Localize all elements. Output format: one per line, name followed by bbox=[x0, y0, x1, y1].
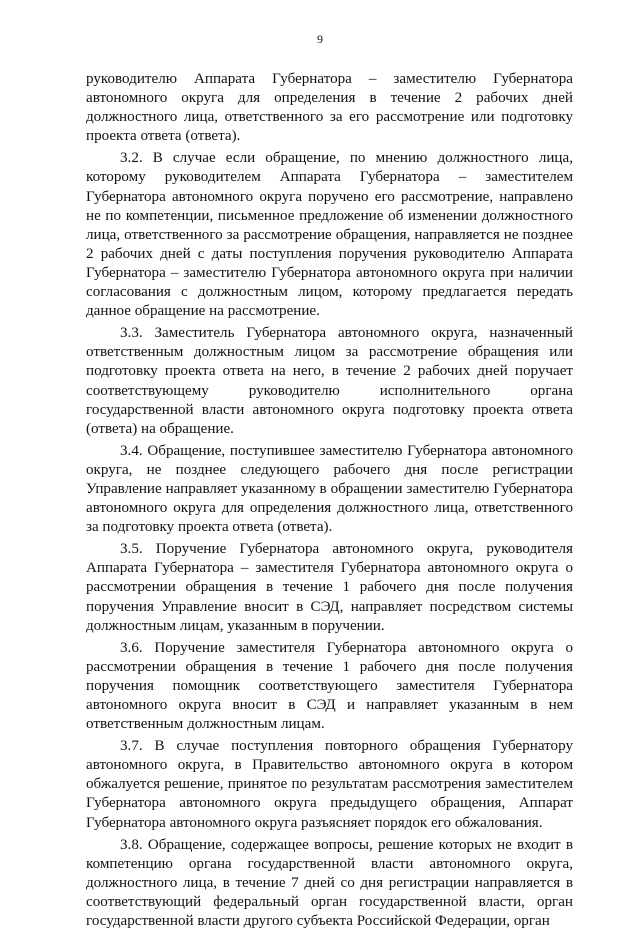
paragraph-3-4: 3.4. Обращение, поступившее заместителю Губернатора автономного округа, не позднее следующего рабочего дня после регистрации Управление направляет указанному в обращении заместителю Губернатора автономного округа для определения должностного лица, ответственного за подготовку проекта ответа (ответа). bbox=[86, 442, 573, 536]
paragraph-3-7: 3.7. В случае поступления повторного обращения Губернатору автономного округа, в Правительство автономного округа в котором обжалуется решение, принятое по результатам рассмотрения заместителем Губернатора автономного округа предыдущего обращения, Аппарат Губернатора автономного округа разъясняет порядок его обжалования. bbox=[86, 738, 573, 831]
paragraph-3-3: 3.3. Заместитель Губернатора автономного округа, назначенный ответственным должностным лицом за рассмотрение обращения или подготовку проекта ответа на него, в течение 2 рабочих дней поручает соответствующему руководителю исполнительного органа государственной власти автономного округа подготовку проекта ответа (ответа) на обращение. bbox=[86, 325, 573, 437]
paragraph-3-2: 3.2. В случае если обращение, по мнению должностного лица, которому руководителем Аппарата Губернатора – заместителем Губернатора автономного округа поручено его рассмотрение, направлено не по компетенции, письменное предложение об изменении должностного лица, ответственного за рассмотрение обращения, направляется не позднее 2 рабочих дней с даты поступления поручения руководителю Аппарата Губернатора – заместителю Губернатора автономного округа при наличии согласования с должностным лицом, которому предлагается передать данное обращение на рассмотрение. bbox=[86, 150, 573, 320]
document-body bbox=[86, 70, 573, 934]
paragraph-continuation: руководителю Аппарата Губернатора – заместителю Губернатора автономного округа для определения в течение 2 рабочих дней должностного лица, ответственного за его рассмотрение или подготовку проекта ответа (ответа). bbox=[86, 71, 573, 145]
paragraph-3-8: 3.8. Обращение, содержащее вопросы, решение которых не входит в компетенцию органа государственной власти автономного округа, должностного лица, в течение 7 дней со дня регистрации направляется в соответствующий федеральный орган государственной власти, орган государственной власти другого субъекта Российской Федерации, орган bbox=[86, 836, 573, 930]
paragraph-3-5: 3.5. Поручение Губернатора автономного округа, руководителя Аппарата Губернатора – заместителя Губернатора автономного округа о рассмотрении обращения в течение 1 рабочего дня после получения поручения Управление вносит в СЭД, направляет посредством системы должностным лицам, указанным в поручении. bbox=[86, 541, 573, 634]
paragraph-3-6: 3.6. Поручение заместителя Губернатора автономного округа о рассмотрении обращения в течение 1 рабочего дня после получения поручения помощник соответствующего заместителя Губернатора автономного округа вносит в СЭД и направляет указанным в нем ответственным должностным лицам. bbox=[86, 639, 573, 733]
page-number: 9 bbox=[317, 32, 323, 46]
